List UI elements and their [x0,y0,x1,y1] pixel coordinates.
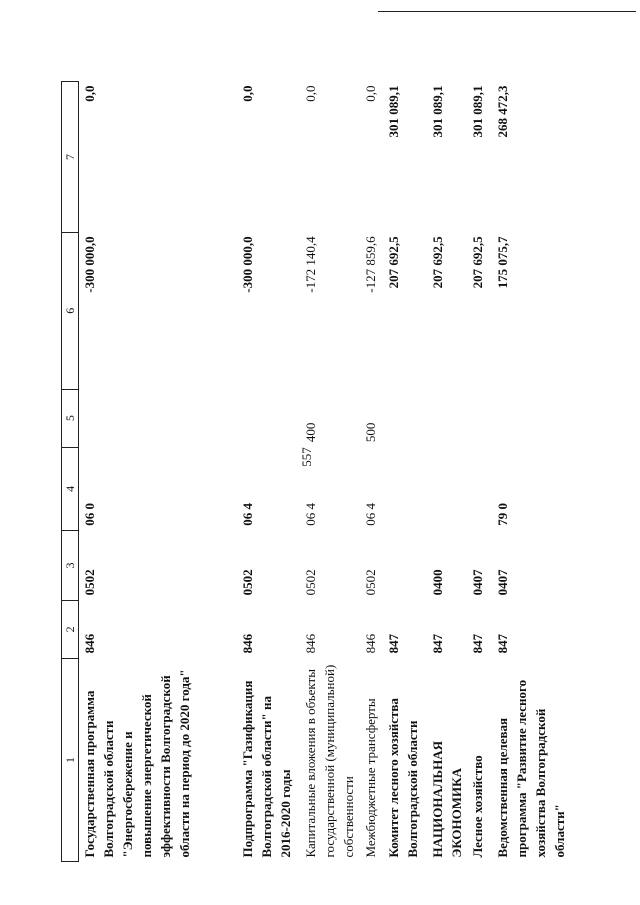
row-expense-type [383,389,427,447]
row-amount-col7: 0,0 [302,85,318,102]
row-program-code: 06 4 [302,502,318,526]
row-program-code [383,447,427,531]
row-amount-col6: 207 692,5 [385,236,401,289]
table-row [300,82,360,862]
row-expense-type [492,389,572,447]
row-program-code: 06 4 [362,502,378,526]
row-amount-col7: 268 472,3 [494,85,510,138]
row-expense-type [237,389,300,447]
header-col-2: 2 [62,600,79,658]
row-amount-col6: -300 000,0 [239,236,255,293]
row-section-code: 0407 [469,569,485,596]
row-admin-code: 847 [494,633,510,654]
row-section-code: 0502 [302,569,318,596]
header-col-6: 6 [62,232,79,389]
row-amount-col6: 207 692,5 [469,236,485,289]
row-name: НАЦИОНАЛЬНАЯ ЭКОНОМИКА [429,740,464,858]
top-rule [378,11,636,12]
row-program-code [467,447,492,531]
row-amount-col6: -127 859,6 [362,236,378,293]
row-section-code [383,531,427,601]
row-admin-code: 846 [302,633,318,654]
row-expense-type: 500 [362,422,378,443]
row-expense-type [79,389,237,447]
row-section-code: 0502 [239,569,255,596]
row-program-code [427,447,467,531]
page-number: 557 [299,447,314,467]
row-amount-col7: 0,0 [362,85,378,102]
table-row [237,82,300,862]
row-amount-col6: -172 140,4 [302,236,318,293]
table-row [467,82,492,862]
row-admin-code: 847 [429,633,445,654]
row-name: Комитет лесного хозяйства Волгоградской области [385,698,420,858]
row-section-code: 0400 [429,569,445,596]
row-expense-type: 400 [302,422,318,443]
table-row [492,82,572,862]
row-expense-type [427,389,467,447]
row-name: Подпрограмма "Газификация Волгоградской области" на 2016-2020 годы [239,680,293,858]
row-program-code: 06 4 [239,502,255,526]
row-program-code: 79 0 [494,502,510,526]
row-admin-code: 847 [469,633,485,654]
row-amount-col7: 0,0 [82,85,97,102]
row-name: Лесное хозяйство [469,755,485,858]
row-amount-col6: 175 075,7 [494,236,510,289]
row-name: Капитальные вложения в объекты государственной (муниципальной) собственности [302,664,356,858]
header-col-4: 4 [62,447,79,531]
row-amount-col7: 301 089,1 [429,85,445,138]
header-col-7: 7 [62,82,79,233]
row-admin-code: 846 [239,633,255,654]
row-name: Ведомственная целевая программа "Развитие лесного хозяйства Волгоградской области" [494,679,567,858]
row-program-code: 06 0 [82,502,97,526]
row-section-code: 0502 [82,569,97,596]
row-amount-col7: 301 089,1 [385,85,401,138]
row-section-code: 0502 [362,569,378,596]
table-header-row [62,82,79,862]
row-amount-col7: 301 089,1 [469,85,485,138]
budget-table [61,81,572,862]
row-amount-col6: -300 000,0 [82,236,97,293]
row-expense-type [467,389,492,447]
row-amount-col6: 207 692,5 [429,236,445,289]
row-name: Межбюджетные трансферты [362,698,378,858]
header-col-5: 5 [62,389,79,447]
row-admin-code: 846 [362,633,378,654]
header-col-1: 1 [62,658,79,861]
row-admin-code: 847 [385,633,401,654]
table-row [360,82,383,862]
row-section-code: 0407 [494,569,510,596]
table-row [79,82,237,862]
row-admin-code: 846 [82,633,97,654]
row-name: Государственная программа Волгоградской области "Энергосбережение и повышение энергетической эффективности Волгоградской области на период до 2020 года" [82,669,192,858]
header-col-3: 3 [62,531,79,601]
budget-table-rotated [61,81,567,862]
table-row [383,82,427,862]
table-row [427,82,467,862]
row-amount-col7: 0,0 [239,85,255,102]
